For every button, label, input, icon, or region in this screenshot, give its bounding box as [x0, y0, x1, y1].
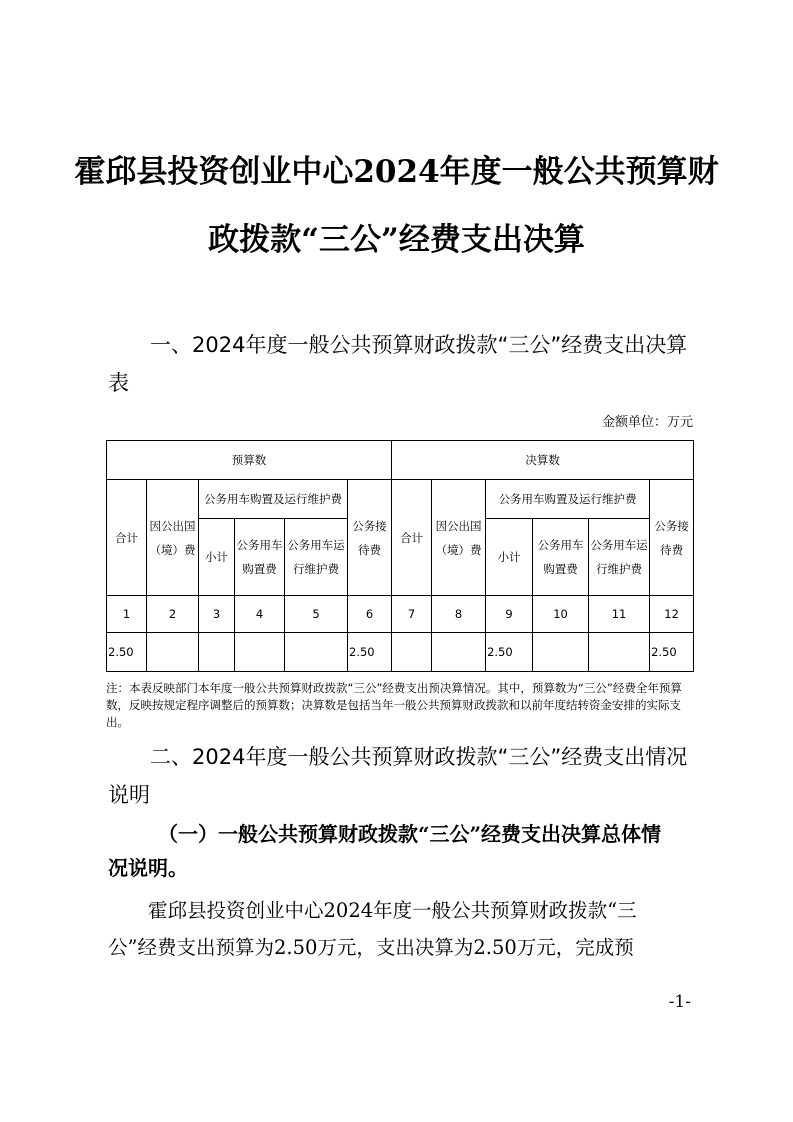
header-budget-reception — [348, 480, 392, 596]
header-final-travel-line-1: 因公出国 — [435, 518, 482, 533]
header-budget-purchase-line-1: 公务用车 — [236, 538, 283, 552]
page-number: -1- — [668, 992, 691, 1012]
header-budget-travel-line-2: （境）费 — [149, 542, 196, 557]
table-row-column-numbers — [107, 596, 694, 633]
header-budget-operation — [285, 519, 348, 596]
column-number-cell: 9 — [486, 596, 533, 633]
table-header-row-groups — [107, 441, 694, 480]
column-number-cell: 11 — [589, 596, 650, 633]
value-budget-operation — [285, 633, 348, 672]
header-budget-operation-line-2: 行维护费 — [293, 562, 339, 576]
unit-label: 金额单位：万元 — [601, 415, 693, 430]
header-budget-travel-line-1: 因公出国 — [149, 518, 196, 533]
header-final-travel — [432, 480, 486, 596]
value-budget-travel — [147, 633, 199, 672]
section-1-heading-line-1: 一、2024年度一般公共预算财政拨款“三公”经费支出决算 — [150, 333, 688, 357]
column-number-cell: 10 — [533, 596, 589, 633]
header-final-operation-line-1: 公务用车运 — [590, 538, 648, 552]
section-2-heading-line-2: 说明 — [108, 783, 150, 807]
value-final-travel — [432, 633, 486, 672]
three-public-expenses-table — [106, 440, 694, 672]
section-1-heading-line-2: 表 — [108, 371, 129, 395]
column-number-cell: 6 — [348, 596, 392, 633]
value-budget-purchase — [235, 633, 285, 672]
column-number-cell: 7 — [392, 596, 432, 633]
section-2-heading-line-1: 二、2024年度一般公共预算财政拨款“三公”经费支出情况 — [150, 745, 688, 769]
header-final-subtotal: 小计 — [486, 519, 533, 596]
subsection-1-heading-line-1: （一）一般公共预算财政拨款“三公”经费支出决算总体情 — [158, 822, 662, 846]
value-final-subtotal: 2.50 — [486, 633, 533, 672]
paragraph-line-2: 公”经费支出预算为2.50万元，支出决算为2.50万元，完成预 — [108, 936, 634, 959]
header-budget-purchase — [235, 519, 285, 596]
value-budget-total: 2.50 — [107, 633, 147, 672]
subsection-1-heading-line-2: 况说明。 — [108, 856, 188, 880]
header-budget-purchase-line-2: 购置费 — [242, 562, 277, 576]
header-budget-reception-line-2: 待费 — [358, 542, 382, 557]
header-budget-subtotal: 小计 — [199, 519, 235, 596]
column-number-cell: 4 — [235, 596, 285, 633]
column-number-cell: 5 — [285, 596, 348, 633]
header-final-purchase-line-2: 购置费 — [543, 562, 578, 576]
column-number-cell: 1 — [107, 596, 147, 633]
paragraph-line-1: 霍邱县投资创业中心2024年度一般公共预算财政拨款“三 — [148, 899, 637, 922]
column-number-cell: 3 — [199, 596, 235, 633]
header-final-reception-line-1: 公务接 — [654, 518, 689, 533]
header-final-travel-line-2: （境）费 — [435, 542, 482, 557]
header-budget-travel — [147, 480, 199, 596]
header-final-operation — [589, 519, 650, 596]
value-final-purchase — [533, 633, 589, 672]
table-row-values — [107, 633, 694, 672]
header-final-reception — [650, 480, 694, 596]
header-final-operation-line-2: 行维护费 — [596, 562, 643, 576]
value-budget-subtotal — [199, 633, 235, 672]
header-final-reception-line-2: 待费 — [660, 542, 684, 557]
value-final-total — [392, 633, 432, 672]
header-final-vehicle-group: 公务用车购置及运行维护费 — [486, 480, 650, 519]
header-final-purchase — [533, 519, 589, 596]
value-final-operation — [589, 633, 650, 672]
column-number-cell: 2 — [147, 596, 199, 633]
header-budget-operation-line-1: 公务用车运 — [287, 538, 345, 552]
header-budget-group: 预算数 — [107, 441, 392, 480]
table-header-row-columns — [107, 480, 694, 519]
document-title-line-1: 霍邱县投资创业中心2024年度一般公共预算财 — [74, 154, 719, 190]
header-budget-reception-line-1: 公务接 — [352, 518, 387, 533]
value-final-reception: 2.50 — [650, 633, 694, 672]
header-final-total: 合计 — [392, 480, 432, 596]
header-final-group: 决算数 — [392, 441, 694, 480]
header-final-purchase-line-1: 公务用车 — [537, 538, 584, 552]
document-title-line-2: 政拨款“三公”经费支出决算 — [208, 222, 585, 258]
table-note: 注：本表反映部门本年度一般公共预算财政拨款“三公”经费支出预决算情况。其中，预算数为“三公”经费全年预算数，反映按规定程序调整后的预算数；决算数是包括当年一般公共预算财政拨款和以前年度结转资金安排的实际支出。 — [106, 681, 682, 729]
column-number-cell: 8 — [432, 596, 486, 633]
header-budget-vehicle-group: 公务用车购置及运行维护费 — [199, 480, 348, 519]
value-budget-reception: 2.50 — [348, 633, 392, 672]
column-number-cell: 12 — [650, 596, 694, 633]
header-budget-total: 合计 — [107, 480, 147, 596]
